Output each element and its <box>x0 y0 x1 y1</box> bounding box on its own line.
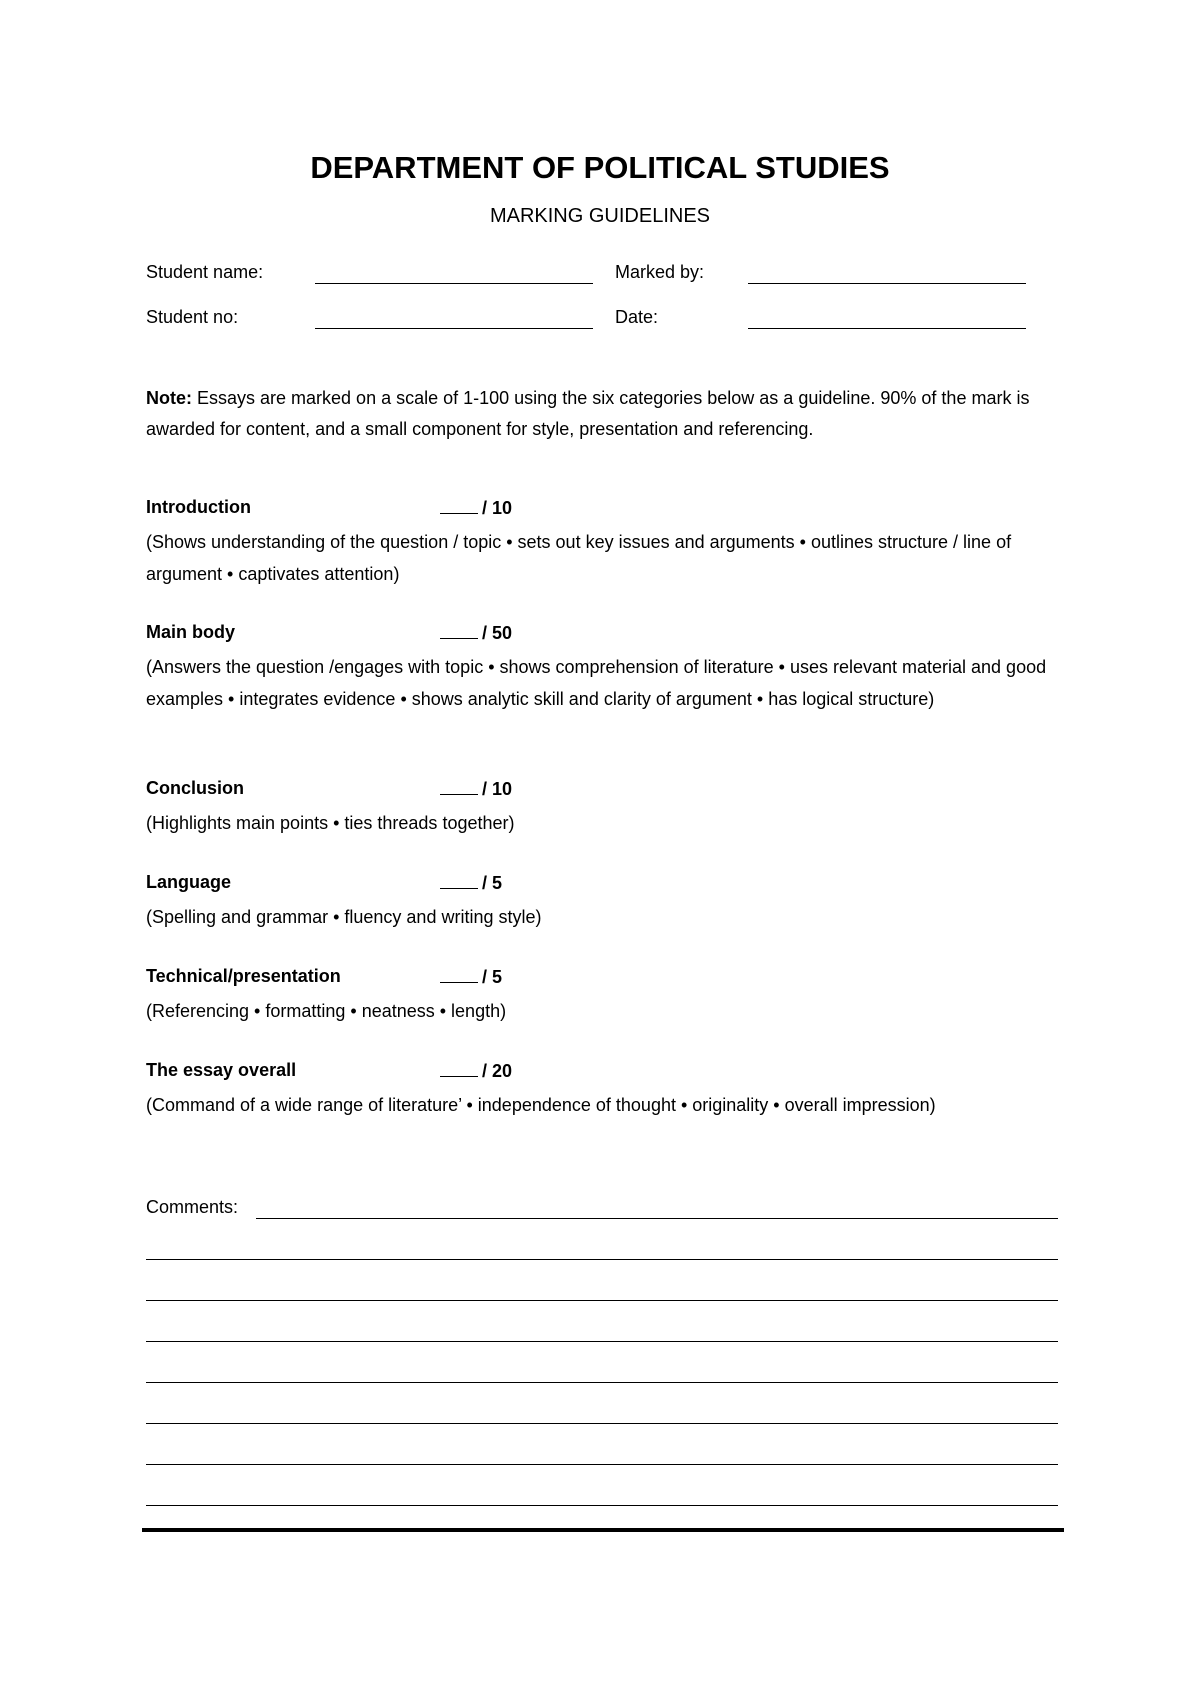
section-score[interactable] <box>440 966 502 988</box>
date-field[interactable] <box>748 328 1026 329</box>
comments-line[interactable] <box>146 1300 1058 1301</box>
marked-by-label: Marked by: <box>615 262 705 282</box>
comments-line[interactable] <box>146 1259 1058 1260</box>
score-blank[interactable] <box>440 497 478 514</box>
score-max: / 20 <box>482 1061 513 1081</box>
score-blank[interactable] <box>440 1060 478 1077</box>
section-score[interactable] <box>440 1060 512 1082</box>
score-max: / 5 <box>482 967 503 987</box>
score-max: / 50 <box>482 623 513 643</box>
comments-line[interactable] <box>146 1382 1058 1383</box>
section-description: (Shows understanding of the question / topic • sets out key issues and arguments • outlines structure / line of argument • captivates attention) <box>146 532 1012 584</box>
comments-line[interactable] <box>256 1218 1058 1219</box>
section-description: (Command of a wide range of literature’ • independence of thought • originality • overall impression) <box>146 1095 936 1115</box>
score-blank[interactable] <box>440 966 478 983</box>
section-language <box>146 872 1076 934</box>
section-description: (Answers the question /engages with topic • shows comprehension of literature • uses relevant material and good examples • integrates evidence • shows analytic skill and clarity of argument • has logical structure) <box>146 657 1047 709</box>
section-score[interactable] <box>440 622 512 644</box>
comments-line[interactable] <box>146 1464 1058 1465</box>
comments-label: Comments: <box>146 1197 239 1217</box>
student-no-label: Student no: <box>146 307 239 327</box>
section-technical-presentation <box>146 966 1076 1028</box>
score-max: / 10 <box>482 498 513 518</box>
note-lead: Note: <box>146 388 192 408</box>
section-score[interactable] <box>440 778 512 800</box>
section-score[interactable] <box>440 497 512 519</box>
section-introduction <box>146 497 1076 590</box>
section-title: Language <box>146 872 232 892</box>
note-text: Essays are marked on a scale of 1-100 using the six categories below as a guideline. 90% of the mark is awarded for content, and a small component for style, presentation and referencing. <box>146 388 1030 439</box>
section-score[interactable] <box>440 872 502 894</box>
note-paragraph <box>146 383 1076 445</box>
section-essay-overall <box>146 1060 1076 1122</box>
score-max: / 10 <box>482 779 513 799</box>
comments-line[interactable] <box>146 1505 1058 1506</box>
comments-line[interactable] <box>146 1423 1058 1424</box>
score-blank[interactable] <box>440 778 478 795</box>
marked-by-field[interactable] <box>748 283 1026 284</box>
student-name-label: Student name: <box>146 262 264 282</box>
section-title: Main body <box>146 622 235 642</box>
section-description: (Spelling and grammar • fluency and writing style) <box>146 907 542 927</box>
section-title: Conclusion <box>146 778 244 798</box>
section-conclusion <box>146 778 1076 840</box>
page-title: DEPARTMENT OF POLITICAL STUDIES <box>310 150 890 185</box>
student-no-field[interactable] <box>315 328 593 329</box>
date-label: Date: <box>615 307 659 327</box>
section-title: Technical/presentation <box>146 966 341 986</box>
comments-line[interactable] <box>146 1341 1058 1342</box>
score-blank[interactable] <box>440 872 478 889</box>
section-title: The essay overall <box>146 1060 297 1080</box>
section-title: Introduction <box>146 497 251 517</box>
score-blank[interactable] <box>440 622 478 639</box>
section-main-body <box>146 622 1076 715</box>
closing-rule <box>142 1528 1064 1532</box>
section-description: (Referencing • formatting • neatness • length) <box>146 1001 507 1021</box>
section-description: (Highlights main points • ties threads together) <box>146 813 515 833</box>
page-subtitle: MARKING GUIDELINES <box>489 205 711 227</box>
score-max: / 5 <box>482 873 503 893</box>
student-name-field[interactable] <box>315 283 593 284</box>
